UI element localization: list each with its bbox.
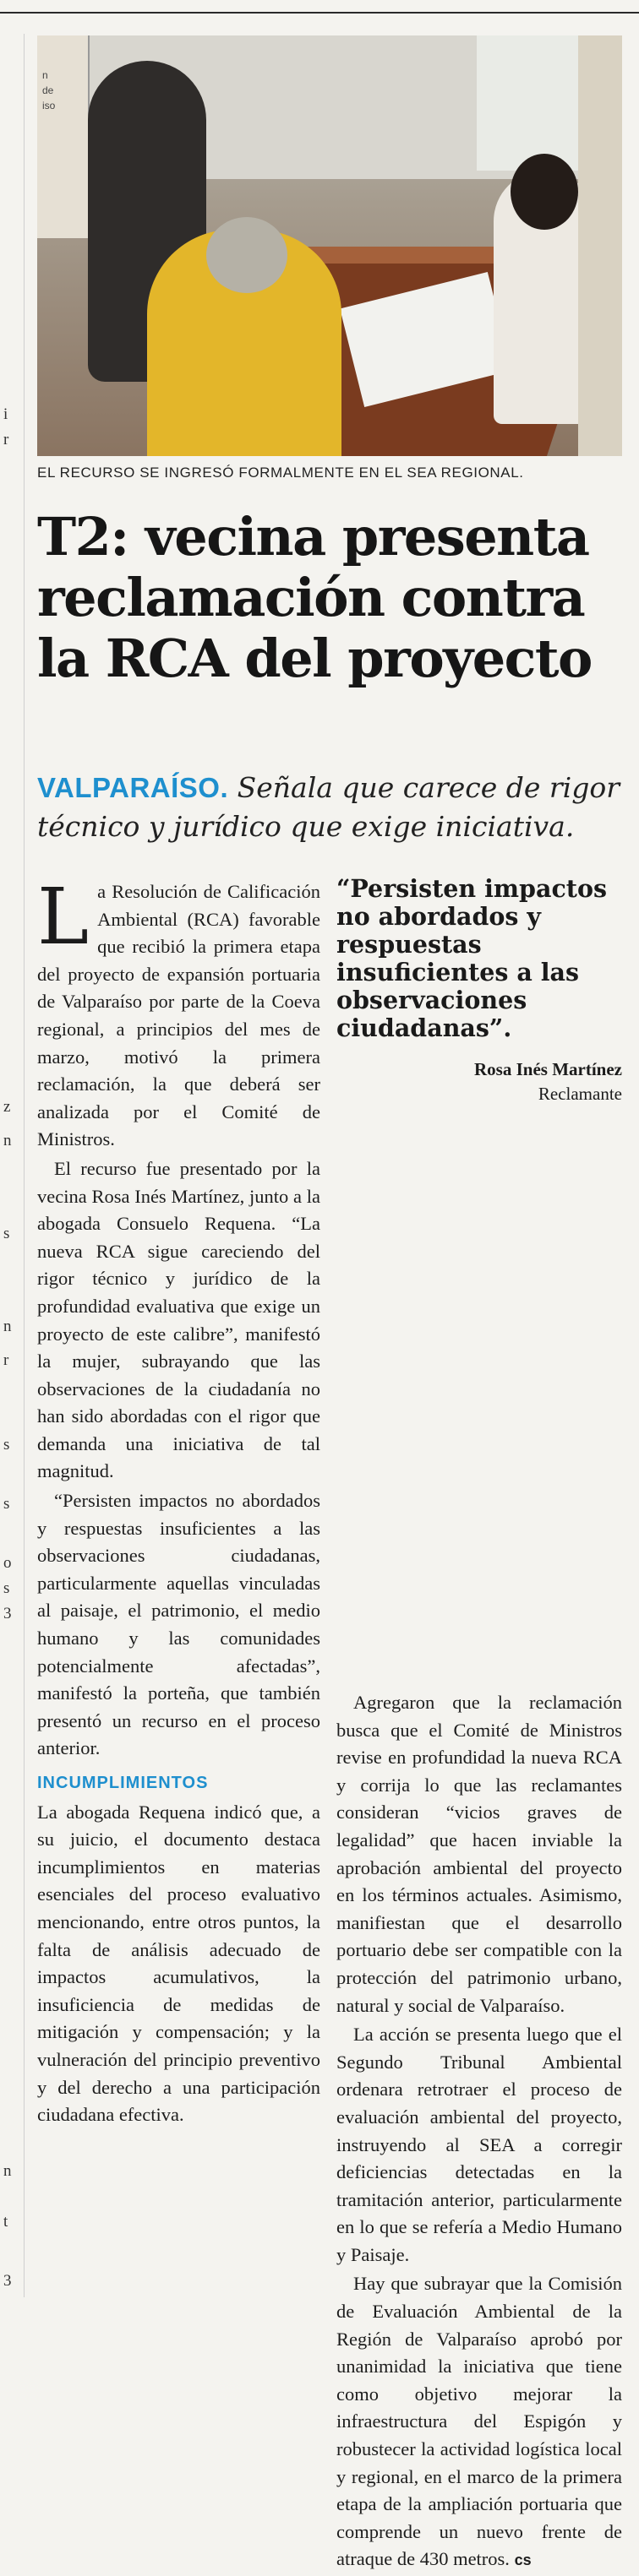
top-rule — [0, 12, 639, 14]
news-photo — [37, 35, 622, 456]
photo-person-head — [206, 217, 287, 293]
pull-quote-author: Rosa Inés Martínez — [474, 1059, 622, 1079]
fragment: s — [3, 1225, 10, 1242]
end-mark: cs — [514, 2552, 532, 2569]
fragment: t — [3, 2213, 8, 2231]
paragraph-text: a Resolución de Calificación Ambiental (RCA) favorable que recibió la primera etapa del proyecto de expansión portuaria de Valparaíso por parte de la Coeva regional, a principios del mes de marzo, motivó la primera reclamación, la que deberá ser analizada por el Comité de Ministros. — [37, 881, 320, 1150]
fragment: s — [3, 1495, 10, 1513]
fragment: i — [3, 405, 8, 423]
photo-clerk-head — [511, 154, 578, 230]
fragment: o — [3, 1554, 12, 1572]
fragment: n — [3, 1132, 12, 1149]
paragraph: El recurso fue presentado por la vecina Rosa Inés Martínez, junto a la abogada Consuelo Requena. “La nueva RCA sigue careciendo del rigor técnico y jurídico de la profundidad evaluativa que exige un proyecto de este calibre”, manifestó la mujer, subrayando que las observaciones de la ciudadanía no han sido abordadas con el rigor que demanda una iniciativa de tal magnitud. — [37, 1157, 320, 1482]
fragment: s — [3, 1579, 10, 1597]
paragraph-text: Hay que subrayar que la Comisión de Evaluación Ambiental de la Región de Valparaíso aprobó por unanimidad la iniciativa que tiene como objetivo mejorar la infraestructura del Espigón y robustecer la actividad logística local y regional, en el marco de la primera etapa de la ampliación portuaria que comprende un nuevo frente de atraque de 430 metros. — [336, 2273, 622, 2570]
drop-cap: L — [37, 872, 90, 962]
kicker: VALPARAÍSO. — [37, 772, 229, 803]
fragment: r — [3, 1351, 9, 1369]
subheading: INCUMPLIMIENTOS — [37, 1774, 209, 1792]
article-column-1 — [37, 872, 320, 2131]
photo-caption: EL RECURSO SE INGRESÓ FORMALMENTE EN EL SEA REGIONAL. — [37, 465, 524, 481]
paragraph — [37, 872, 320, 1154]
fragment: z — [3, 1098, 11, 1116]
paragraph — [336, 2270, 622, 2574]
poster-text: de — [42, 84, 54, 96]
fragment: 3 — [3, 2272, 12, 2290]
paragraph: “Persisten impactos no abordados y respuestas insuficientes a las observaciones ciudadanas, particularmente aquellas vinculadas al paisaje, el patrimonio, el medio humano y las comunidades potencialmente afectadas”, manifestó la porteña, que también presentó un recurso en el proceso anterior. — [37, 1490, 320, 1759]
fragment: r — [3, 431, 9, 448]
fragment: 3 — [3, 1605, 12, 1622]
deck-text: Señala que carece de rigor técnico y jurídico que exige iniciativa. — [37, 771, 620, 843]
photo-window — [477, 35, 578, 171]
photo-poster — [37, 35, 90, 238]
fragment: n — [3, 2162, 12, 2180]
paragraph: La abogada Requena indicó que, a su juicio, el documento destaca incumplimientos en materias esenciales del proceso evaluativo mencionando, entre otros puntos, la falta de análisis adecuado de impactos acumulativos, la insuficiencia de medidas de mitigación y compensación; y la vulneración del principio preventivo y del derecho a una participación ciudadana efectiva. — [37, 1801, 320, 2126]
poster-text: iso — [42, 100, 56, 111]
fragment: s — [3, 1436, 10, 1454]
deck — [37, 769, 629, 846]
fragment: n — [3, 1318, 12, 1335]
pull-quote-text: “Persisten impactos no abordados y respuestas insuficientes a las observaciones ciudadanas”. — [336, 874, 608, 1042]
headline: T2: vecina presenta reclamación contra la RCA del proyecto — [37, 506, 592, 689]
poster-text: n — [42, 69, 48, 81]
pull-quote-role: Reclamante — [538, 1084, 622, 1104]
adjacent-column-fragments — [0, 0, 20, 2314]
paragraph: Agregaron que la reclamación busca que el Comité de Ministros revise en profundidad la nueva RCA y corrija lo que las reclamantes consideran “vicios graves de legalidad” que hacen inviable la aprobación ambiental del proyecto en los términos actuales. Asimismo, manifiestan que el desarrollo portuario debe ser compatible con la protección del patrimonio urbano, natural y social de Valparaíso. — [336, 1692, 622, 2016]
photo-door — [578, 35, 622, 456]
article-column-2 — [336, 1689, 622, 2576]
pull-quote — [336, 875, 622, 1105]
column-rule — [24, 34, 25, 2297]
paragraph: La acción se presenta luego que el Segundo Tribunal Ambiental ordenara retrotraer el proceso de evaluación ambiental del proyecto, instruyendo al SEA a corregir deficiencias detectadas en la tramitación anterior, particularmente en lo que se refería a Medio Humano y Paisaje. — [336, 2024, 622, 2265]
